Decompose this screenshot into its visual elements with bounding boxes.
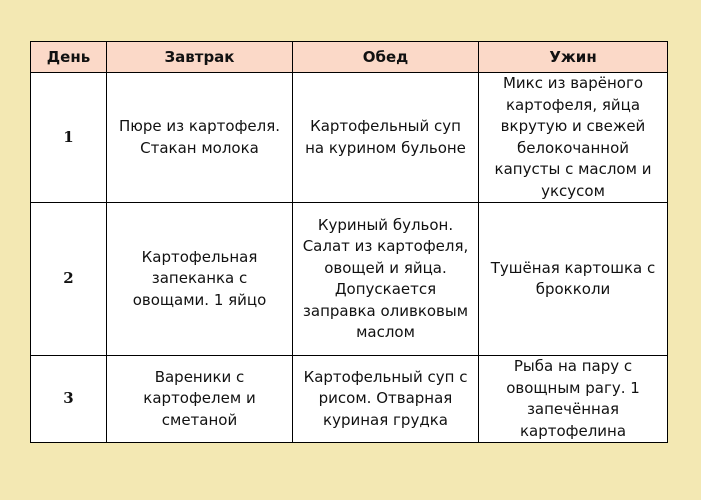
header-day: День	[31, 42, 107, 73]
lunch-cell: Картофельный суп на курином бульоне	[293, 73, 479, 203]
lunch-cell: Картофельный суп с рисом. Отварная куриная грудка	[293, 356, 479, 443]
table-row	[31, 73, 668, 203]
dinner-cell: Рыба на пару с овощным рагу. 1 запечённая картофелина	[479, 356, 668, 443]
day-cell: 3	[31, 356, 107, 443]
header-row	[31, 42, 668, 73]
breakfast-cell: Пюре из картофеля. Стакан молока	[107, 73, 293, 203]
table-row	[31, 203, 668, 356]
table-header	[31, 42, 668, 73]
meal-plan-table	[30, 41, 668, 443]
dinner-cell: Микс из варёного картофеля, яйца вкрутую и свежей белокочанной капусты с маслом и уксусом	[479, 73, 668, 203]
day-cell: 1	[31, 73, 107, 203]
table-body	[31, 73, 668, 443]
header-lunch: Обед	[293, 42, 479, 73]
breakfast-cell: Вареники с картофелем и сметаной	[107, 356, 293, 443]
header-breakfast: Завтрак	[107, 42, 293, 73]
breakfast-cell: Картофельная запеканка с овощами. 1 яйцо	[107, 203, 293, 356]
dinner-cell: Тушёная картошка с брокколи	[479, 203, 668, 356]
lunch-cell: Куриный бульон. Салат из картофеля, овощей и яйца. Допускается заправка оливковым маслом	[293, 203, 479, 356]
table-row	[31, 356, 668, 443]
meal-plan-table-wrapper	[30, 41, 667, 442]
header-dinner: Ужин	[479, 42, 668, 73]
day-cell: 2	[31, 203, 107, 356]
